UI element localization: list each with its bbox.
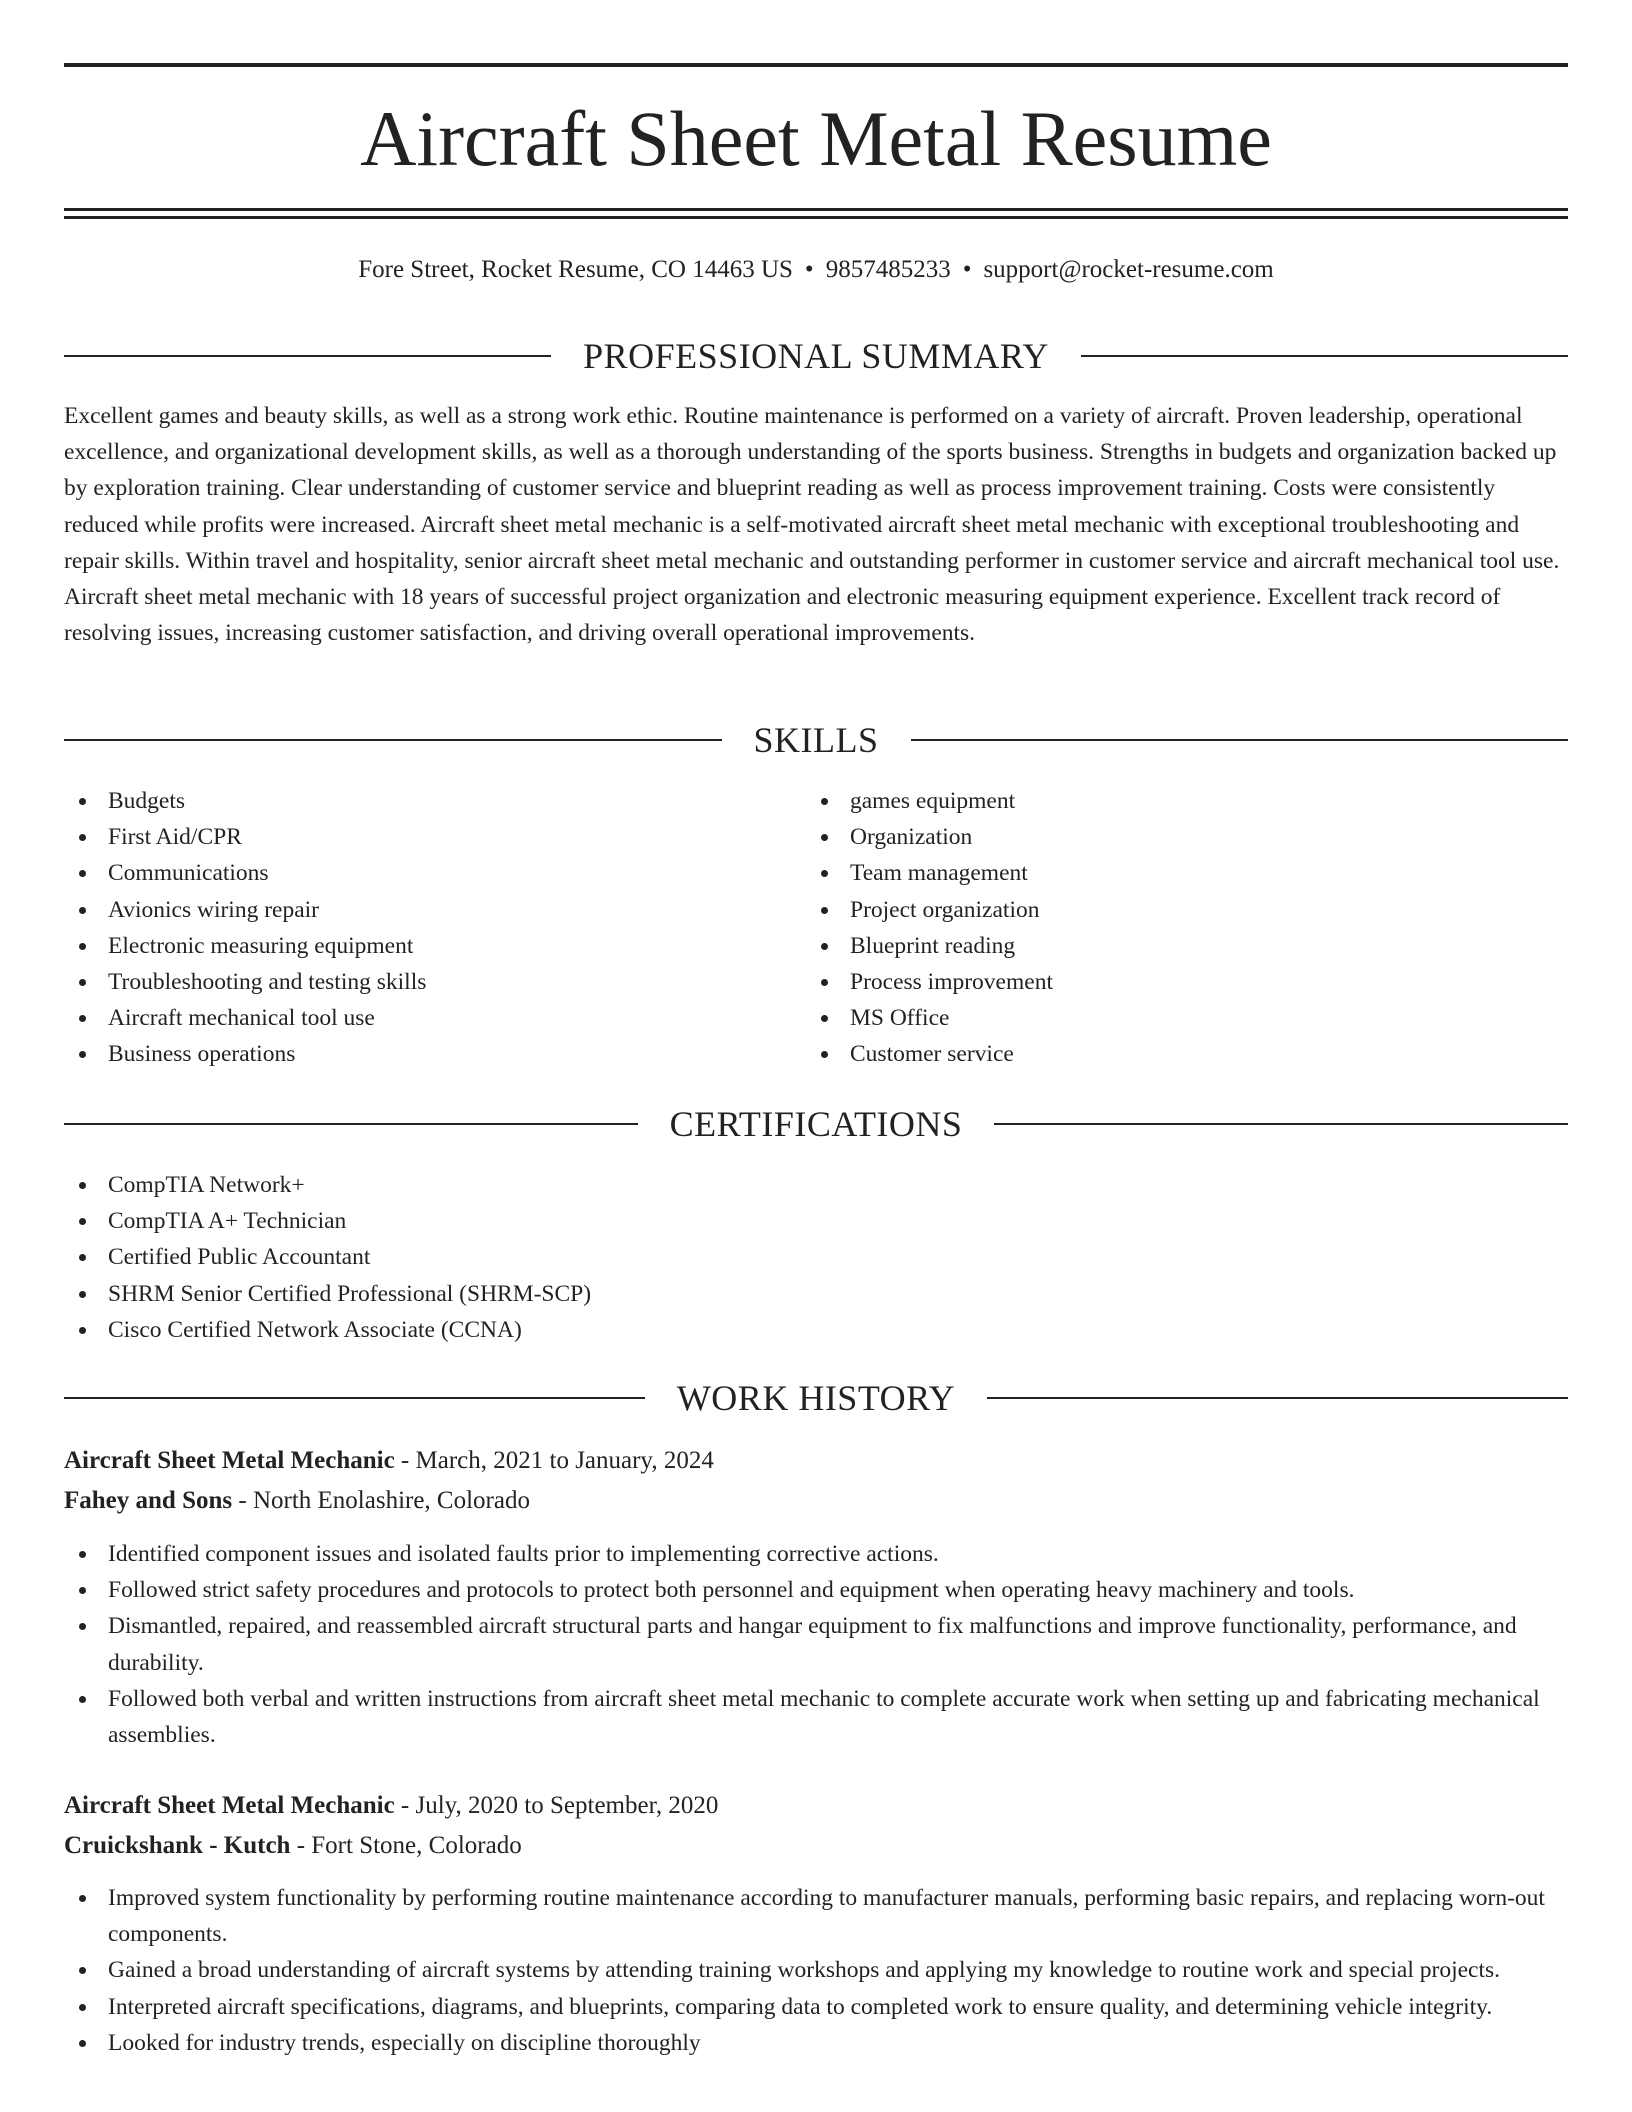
job-dates: - March, 2021 to January, 2024 [394,1447,714,1474]
header-top-rule [64,63,1568,67]
list-item: Electronic measuring equipment [64,928,804,964]
list-item: Interpreted aircraft specifications, diagrams, and blueprints, comparing data to completed work to ensure quality, and determining vehicle integrity. [64,1989,1568,2025]
list-item: Cisco Certified Network Associate (CCNA) [64,1312,1568,1348]
job-title-line [64,1786,1568,1826]
list-item: MS Office [806,1000,1546,1036]
job-company: Cruickshank - Kutch [64,1832,291,1859]
heading-rule [1081,355,1568,357]
list-item: First Aid/CPR [64,819,804,855]
list-item: Business operations [64,1036,804,1072]
job-bullets [64,1536,1568,1753]
heading-rule [911,739,1569,741]
contact-separator: • [804,256,814,283]
list-item: Gained a broad understanding of aircraft systems by attending training workshops and applying my knowledge to routine work and special projects. [64,1952,1568,1988]
contact-address: Fore Street, Rocket Resume, CO 14463 US [358,256,793,283]
list-item: Improved system functionality by performing routine maintenance according to manufacturer manuals, performing basic repairs, and replacing worn-out components. [64,1880,1568,1952]
list-item: Organization [806,819,1546,855]
list-item: Dismantled, repaired, and reassembled aircraft structural parts and hangar equipment to fix malfunctions and improve functionality, performance, and durability. [64,1608,1568,1680]
list-item: Budgets [64,783,804,819]
list-item: Customer service [806,1036,1546,1072]
list-item: Process improvement [806,964,1546,1000]
job-company: Fahey and Sons [64,1487,233,1514]
list-item: Identified component issues and isolated faults prior to implementing corrective actions. [64,1536,1568,1572]
header-double-rule-upper [64,208,1568,211]
job-location: - Fort Stone, Colorado [290,1832,522,1859]
section-heading-label: SKILLS [753,720,879,760]
list-item: Aircraft mechanical tool use [64,1000,804,1036]
heading-rule [64,1123,638,1125]
job-title-line [64,1441,1568,1481]
list-item: games equipment [806,783,1546,819]
list-item: SHRM Senior Certified Professional (SHRM-SCP) [64,1276,1568,1312]
list-item: Followed both verbal and written instructions from aircraft sheet metal mechanic to complete accurate work when setting up and fabricating mechanical assemblies. [64,1681,1568,1753]
header-double-rule-lower [64,216,1568,219]
contact-phone: 9857485233 [825,256,951,283]
section-heading-certifications [64,1102,1568,1146]
section-heading-label: CERTIFICATIONS [669,1104,963,1144]
job-dates: - July, 2020 to September, 2020 [394,1792,719,1819]
contact-email: support@rocket-resume.com [983,256,1274,283]
skills-list-right [806,783,1546,1073]
job-bullets [64,1880,1568,2061]
contact-separator: • [962,256,972,283]
list-item: Project organization [806,892,1546,928]
job-location: - North Enolashire, Colorado [232,1487,530,1514]
certifications-list [64,1167,1568,1348]
heading-rule [64,355,551,357]
list-item: Looked for industry trends, especially on discipline thoroughly [64,2025,1568,2061]
list-item: Avionics wiring repair [64,892,804,928]
job-title: Aircraft Sheet Metal Mechanic [64,1792,395,1819]
list-item: Team management [806,855,1546,891]
list-item: Certified Public Accountant [64,1239,1568,1275]
resume-title: Aircraft Sheet Metal Resume [360,95,1272,182]
list-item: Blueprint reading [806,928,1546,964]
section-heading-label: WORK HISTORY [676,1378,956,1418]
list-item: Communications [64,855,804,891]
list-item: CompTIA A+ Technician [64,1203,1568,1239]
skills-list-left [64,783,804,1073]
heading-rule [994,1123,1568,1125]
list-item: Followed strict safety procedures and protocols to protect both personnel and equipment when operating heavy machinery and tools. [64,1572,1568,1608]
job-company-line [64,1826,1568,1866]
section-heading-skills [64,718,1568,762]
heading-rule [987,1397,1568,1399]
section-heading-work-history [64,1376,1568,1420]
section-heading-summary [64,334,1568,378]
summary-paragraph: Excellent games and beauty skills, as well as a strong work ethic. Routine maintenance is performed on a variety of aircraft. Proven leadership, operational excellence, and organizational development skills, as well as a thorough understanding of the sports business. Strengths in budgets and organization backed up by exploration training. Clear understanding of customer service and blueprint reading as well as process improvement training. Costs were consistently reduced while profits were increased. Aircraft sheet metal mechanic is a self-motivated aircraft sheet metal mechanic with exceptional troubleshooting and repair skills. Within travel and hospitality, senior aircraft sheet metal mechanic and outstanding performer in customer service and aircraft mechanical tool use. Aircraft sheet metal mechanic with 18 years of successful project organization and electronic measuring equipment experience. Excellent track record of resolving issues, increasing customer satisfaction, and driving overall operational improvements. [64,403,1560,647]
heading-rule [64,739,722,741]
list-item: Troubleshooting and testing skills [64,964,804,1000]
contact-info [64,252,1568,288]
job-title: Aircraft Sheet Metal Mechanic [64,1447,395,1474]
heading-rule [64,1397,645,1399]
list-item: CompTIA Network+ [64,1167,1568,1203]
job-company-line [64,1481,1568,1521]
section-heading-label: PROFESSIONAL SUMMARY [583,336,1049,376]
